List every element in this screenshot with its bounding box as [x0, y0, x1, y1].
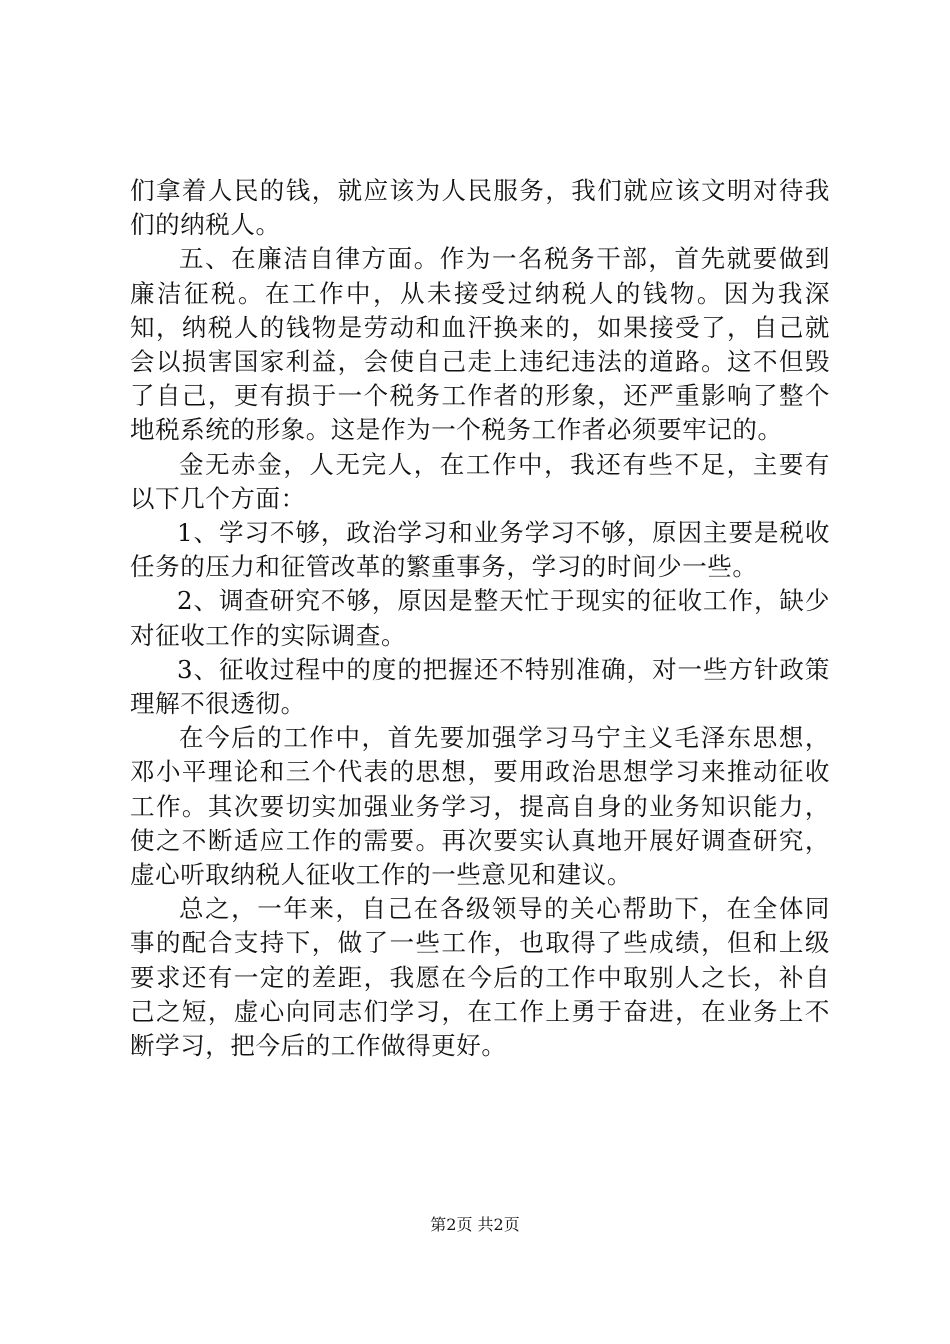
page-footer: 第2页 共2页	[430, 1215, 520, 1234]
list-item-shortcoming-1: 1、学习不够，政治学习和业务学习不够，原因主要是税收任务的压力和征管改革的繁重事务，学习的时间少一些。	[130, 518, 830, 582]
paragraph-shortcomings-intro: 金无赤金，人无完人，在工作中，我还有些不足，主要有以下几个方面：	[130, 449, 830, 513]
list-item-shortcoming-2: 2、调查研究不够，原因是整天忙于现实的征收工作，缺少对征收工作的实际调查。	[130, 586, 830, 650]
paragraph-conclusion: 总之，一年来，自己在各级领导的关心帮助下，在全体同事的配合支持下，做了一些工作，也取得了些成绩，但和上级要求还有一定的差距，我愿在今后的工作中取别人之长，补自己之短，虚心向同志们学习，在工作上勇于奋进，在业务上不断学习，把今后的工作做得更好。	[130, 894, 830, 1061]
paragraph-integrity: 五、在廉洁自律方面。作为一名税务干部，首先就要做到廉洁征税。在工作中，从未接受过纳税人的钱物。因为我深知，纳税人的钱物是劳动和血汗换来的，如果接受了，自己就会以损害国家利益，会使自己走上违纪违法的道路。这不但毁了自己，更有损于一个税务工作者的形象，还严重影响了整个地税系统的形象。这是作为一个税务工作者必须要牢记的。	[130, 244, 830, 445]
paragraph-future-work: 在今后的工作中，首先要加强学习马宁主义毛泽东思想，邓小平理论和三个代表的思想，要用政治思想学习来推动征收工作。其次要切实加强业务学习，提高自身的业务知识能力，使之不断适应工作的需要。再次要实认真地开展好调查研究，虚心听取纳税人征收工作的一些意见和建议。	[130, 723, 830, 890]
paragraph-continuation: 们拿着人民的钱，就应该为人民服务，我们就应该文明对待我们的纳税人。	[130, 176, 830, 240]
document-body	[130, 174, 830, 1063]
list-item-shortcoming-3: 3、征收过程中的度的把握还不特别准确，对一些方针政策理解不很透彻。	[130, 654, 830, 719]
